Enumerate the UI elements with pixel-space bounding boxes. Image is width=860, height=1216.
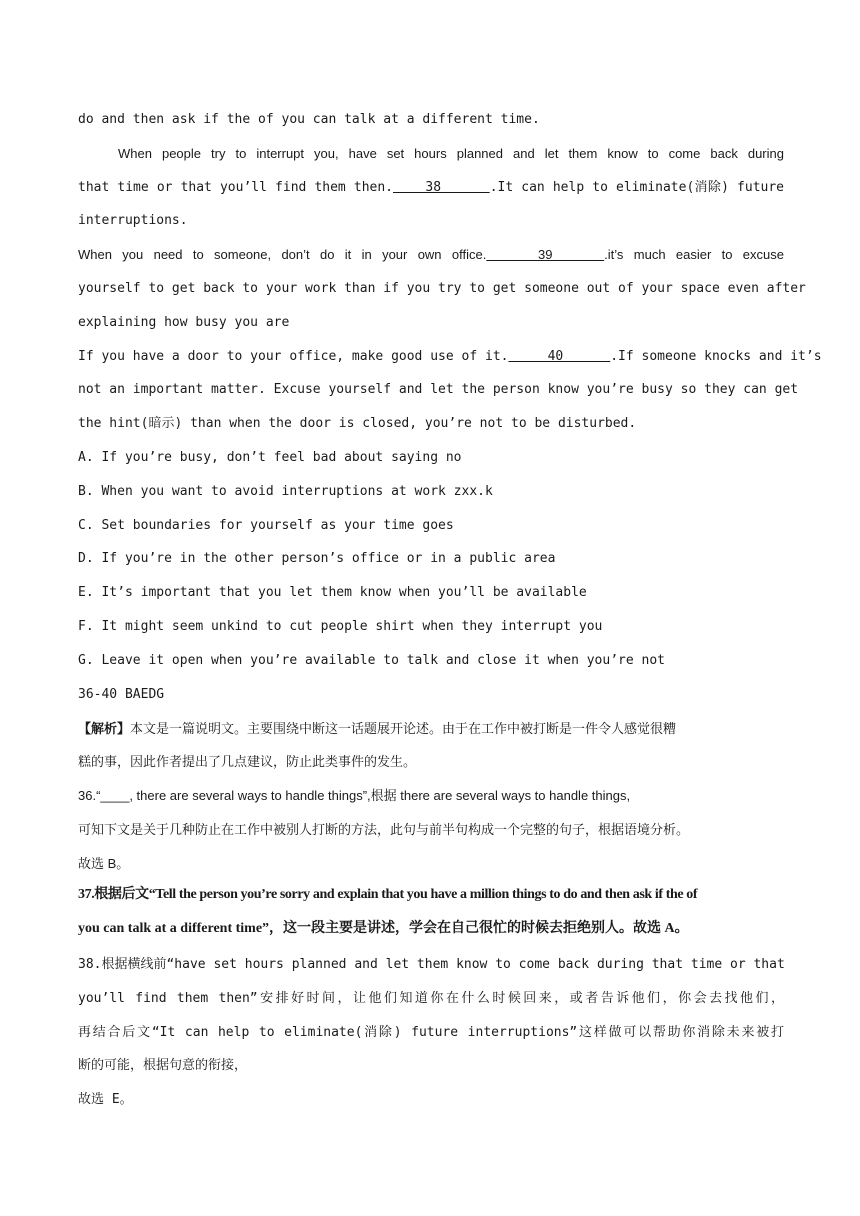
- blank-40: 40: [508, 349, 611, 364]
- q36-line: 36.“____, there are several ways to handle things”,根据 there are several ways to handle things,: [78, 788, 631, 803]
- q37-line: you can talk at a different time”，这一段主要是讲述，学会在自己很忙的时候去拒绝别人。故选 A。: [78, 921, 689, 936]
- passage-text: .it’s much easier to excuse: [604, 247, 784, 262]
- passage-text: that time or that you’ll find them then.: [78, 180, 393, 195]
- option-f: F. It might seem unkind to cut people shirt when they interrupt you: [78, 619, 603, 634]
- answer-key: 36-40 BAEDG: [78, 687, 165, 702]
- passage-text: If you have a door to your office, make good use of it.: [78, 349, 509, 364]
- q38-line: 断的可能，根据句意的衔接，: [78, 1058, 248, 1073]
- option-b: B. When you want to avoid interruptions at work zxx.k: [78, 484, 493, 499]
- option-e: E. It’s important that you let them know when you’ll be available: [78, 585, 587, 600]
- passage-text: When you need to someone, don’t do it in your own office.: [78, 247, 487, 262]
- analysis-tag: 【解析】: [78, 721, 131, 736]
- passage-line: [78, 179, 784, 197]
- passage-line: not an important matter. Excuse yourself and let the person know you’re busy so they can get: [78, 382, 799, 397]
- q36-line: 可知下文是关于几种防止在工作中被别人打断的方法，此句与前半句构成一个完整的句子，根据语境分析。: [78, 822, 690, 837]
- q38-line: 再结合后文“It can help to eliminate(消除) future interruptions”这样做可以帮助你消除未来被打: [78, 1025, 784, 1040]
- option-g: G. Leave it open when you’re available to talk and close it when you’re not: [78, 653, 665, 668]
- passage-text: .It can help to eliminate(消除) future: [489, 180, 784, 195]
- analysis-line: 糕的事，因此作者提出了几点建议，防止此类事件的发生。: [78, 754, 417, 769]
- passage-text: .If someone knocks and it’s: [610, 349, 822, 364]
- option-a: A. If you’re busy, don’t feel bad about saying no: [78, 450, 462, 465]
- passage-line: the hint(暗示) than when the door is closed, you’re not to be disturbed.: [78, 416, 637, 431]
- option-c: C. Set boundaries for yourself as your time goes: [78, 518, 454, 533]
- blank-38: 38: [393, 180, 490, 195]
- analysis-line: [78, 720, 784, 738]
- blank-39: 39: [486, 247, 605, 262]
- q38-line: you’ll find them then”安排好时间，让他们知道你在什么时候回来，或者告诉他们，你会去找他们，: [78, 991, 784, 1006]
- option-d: D. If you’re in the other person’s office or in a public area: [78, 551, 556, 566]
- passage-line: [78, 348, 822, 366]
- passage-line: do and then ask if the of you can talk at a different time.: [78, 112, 540, 127]
- passage-line: interruptions.: [78, 213, 188, 228]
- passage-line: yourself to get back to your work than if you try to get someone out of your space even after: [78, 281, 806, 296]
- passage-line: explaining how busy you are: [78, 315, 290, 330]
- q38-line: 故选 E。: [78, 1092, 133, 1107]
- q38-line: 38.根据横线前“have set hours planned and let them know to come back during that time or that: [78, 957, 785, 972]
- passage-line: When people try to interrupt you, have set hours planned and let them know to come back during: [118, 146, 784, 161]
- analysis-text: 本文是一篇说明文。主要围绕中断这一话题展开论述。由于在工作中被打断是一件令人感觉很糟: [130, 721, 677, 736]
- q37-line: 37.根据后文“Tell the person you’re sorry and explain that you have a million things to do and then ask if the of: [78, 887, 698, 902]
- q36-line: 故选 B。: [78, 856, 130, 871]
- passage-line: [78, 246, 784, 264]
